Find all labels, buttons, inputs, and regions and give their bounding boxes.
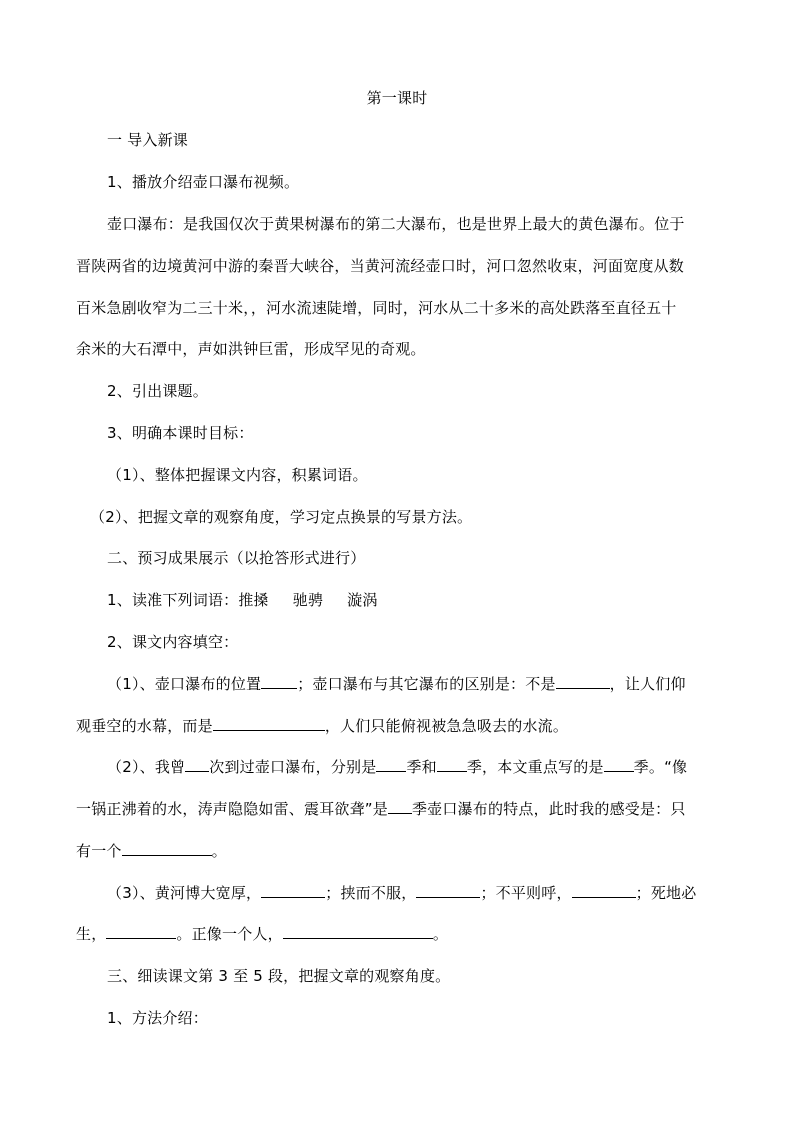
answer-blank[interactable] <box>376 757 406 772</box>
vocab-word-2: 驰骋 <box>292 591 324 609</box>
answer-blank[interactable] <box>106 924 176 939</box>
paragraph-hukou-line4: 余米的大石潭中，声如洪钟巨雷，形成罕见的奇观。 <box>76 340 426 358</box>
answer-blank[interactable] <box>604 757 634 772</box>
answer-blank[interactable] <box>572 883 636 898</box>
paragraph-method-intro: 1、方法介绍： <box>107 1009 208 1027</box>
answer-blank[interactable] <box>283 924 433 939</box>
goal-item-2: （2）、把握文章的观察角度，学习定点换景的写景方法。 <box>90 508 473 526</box>
answer-blank[interactable] <box>388 799 412 814</box>
answer-blank[interactable] <box>213 716 325 731</box>
fill-item-1-line1: （1）、壶口瀑布的位置 ；壶口瀑布与其它瀑布的区别是：不是 ，让人们仰 <box>107 675 686 693</box>
vocab-word-1: 推搡 <box>238 591 269 609</box>
answer-blank[interactable] <box>185 757 209 772</box>
section-heading-preview: 二、预习成果展示（以抢答形式进行） <box>107 549 366 567</box>
paragraph-lesson-goals: 3、明确本课时目标： <box>107 424 254 442</box>
answer-blank[interactable] <box>122 841 212 856</box>
fill-item-1-line2: 观垂空的水幕，而是 ，人们只能俯视被急急吸去的水流。 <box>76 717 569 735</box>
fill-item-2-line1: （2）、我曾 次到过壶口瀑布，分别是 季和 季，本文重点写的是 季。“像 <box>107 758 688 776</box>
fill-item-3-line1: （3）、黄河博大宽厚， ；挟而不服， ；不平则呼， ；死地必 <box>107 884 697 902</box>
paragraph-hukou-line2: 晋陕两省的边境黄河中游的秦晋大峡谷，当黄河流经壶口时，河口忽然收束，河面宽度从数 <box>76 257 685 275</box>
fill-item-3-line2: 生， 。正像一个人， 。 <box>76 925 449 943</box>
fill-item-2-line2: 一锅正沸着的水，涛声隐隐如雷、震耳欲聋”是 季壶口瀑布的特点，此时我的感受是：只 <box>76 800 686 818</box>
answer-blank[interactable] <box>416 883 480 898</box>
fill-item-2-line3: 有一个 。 <box>76 842 227 860</box>
fill-in-label: 2、课文内容填空： <box>107 633 239 651</box>
answer-blank[interactable] <box>437 757 467 772</box>
vocab-question <box>107 590 378 610</box>
goal-item-1: （1）、整体把握课文内容，积累词语。 <box>107 466 368 484</box>
paragraph-hukou-line1: 壶口瀑布：是我国仅次于黄果树瀑布的第二大瀑布，也是世界上最大的黄色瀑布。位于 <box>107 215 685 233</box>
page-title: 第一课时 <box>366 89 428 107</box>
vocab-word-3: 漩涡 <box>347 591 378 609</box>
section-heading-reading: 三、细读课文第 3 至 5 段，把握文章的观察角度。 <box>107 967 451 985</box>
paragraph-introduce-topic: 2、引出课题。 <box>107 382 208 400</box>
section-heading-intro: 一 导入新课 <box>107 131 188 149</box>
paragraph-hukou-line3: 百米急剧收窄为二三十米，，河水流速陡增，同时，河水从二十多米的高处跌落至直径五十 <box>76 299 677 317</box>
vocab-label: 1、读准下列词语： <box>107 591 239 609</box>
paragraph-play-video: 1、播放介绍壶口瀑布视频。 <box>107 173 300 191</box>
answer-blank[interactable] <box>556 674 610 689</box>
answer-blank[interactable] <box>261 883 325 898</box>
answer-blank[interactable] <box>261 674 297 689</box>
